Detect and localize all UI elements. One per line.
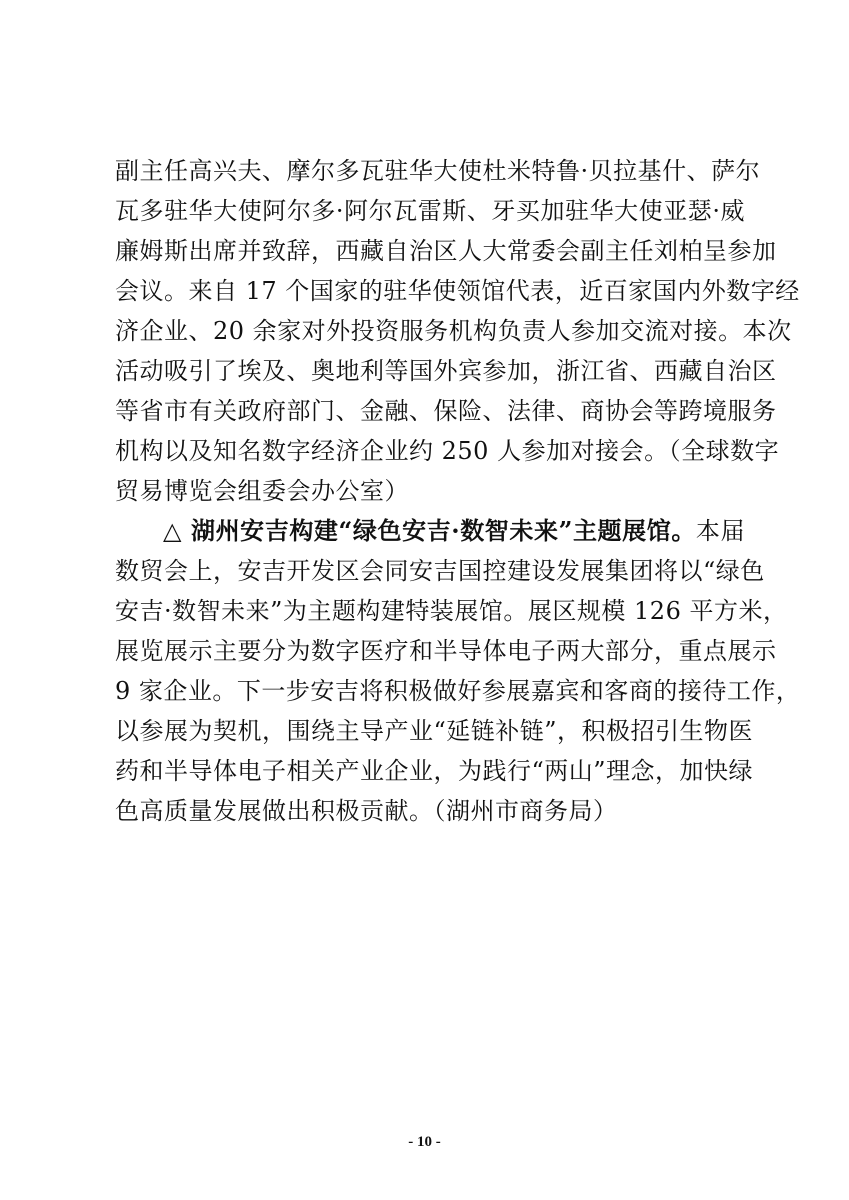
document-body [115, 151, 801, 831]
text-line: 机构以及知名数字经济企业约 250 人参加对接会。（全球数字 [115, 437, 780, 465]
paragraph-2 [115, 511, 801, 831]
page-number: - 10 - [408, 1134, 441, 1150]
text-line: 瓦多驻华大使阿尔多·阿尔瓦雷斯、牙买加驻华大使亚瑟·威 [115, 197, 745, 225]
text-line: 廉姆斯出席并致辞，西藏自治区人大常委会副主任刘柏呈参加 [115, 237, 777, 265]
text-line: 活动吸引了埃及、奥地利等国外宾参加，浙江省、西藏自治区 [115, 357, 777, 385]
text-line: 药和半导体电子相关产业企业，为践行“两山”理念，加快绿 [115, 757, 754, 785]
text-line: 等省市有关政府部门、金融、保险、法律、商协会等跨境服务 [115, 397, 777, 425]
text-line: 安吉·数智未来”为主题构建特装展馆。展区规模 126 平方米， [115, 597, 788, 625]
paragraph-1 [115, 151, 800, 511]
paragraph-heading-line [115, 511, 745, 551]
paragraph-heading: △ 湖州安吉构建“绿色安吉·数智未来”主题展馆。 [163, 516, 696, 545]
text-line: 展览展示主要分为数字医疗和半导体电子两大部分，重点展示 [115, 637, 777, 665]
text-line: 济企业、20 余家对外投资服务机构负责人参加交流对接。本次 [115, 317, 792, 345]
text-line: 9 家企业。下一步安吉将积极做好参展嘉宾和客商的接待工作， [115, 677, 801, 705]
text-line: 会议。来自 17 个国家的驻华使领馆代表，近百家国内外数字经 [115, 277, 800, 305]
text-line: 以参展为契机，围绕主导产业“延链补链”，积极招引生物医 [115, 717, 754, 745]
heading-tail-text: 本届 [695, 517, 745, 545]
text-line: 色高质量发展做出积极贡献。（湖州市商务局） [115, 797, 618, 825]
text-line: 数贸会上，安吉开发区会同安吉国控建设发展集团将以“绿色 [115, 557, 765, 585]
text-line: 贸易博览会组委会办公室） [115, 477, 409, 505]
text-line: 副主任高兴夫、摩尔多瓦驻华大使杜米特鲁·贝拉基什、萨尔 [115, 157, 761, 185]
